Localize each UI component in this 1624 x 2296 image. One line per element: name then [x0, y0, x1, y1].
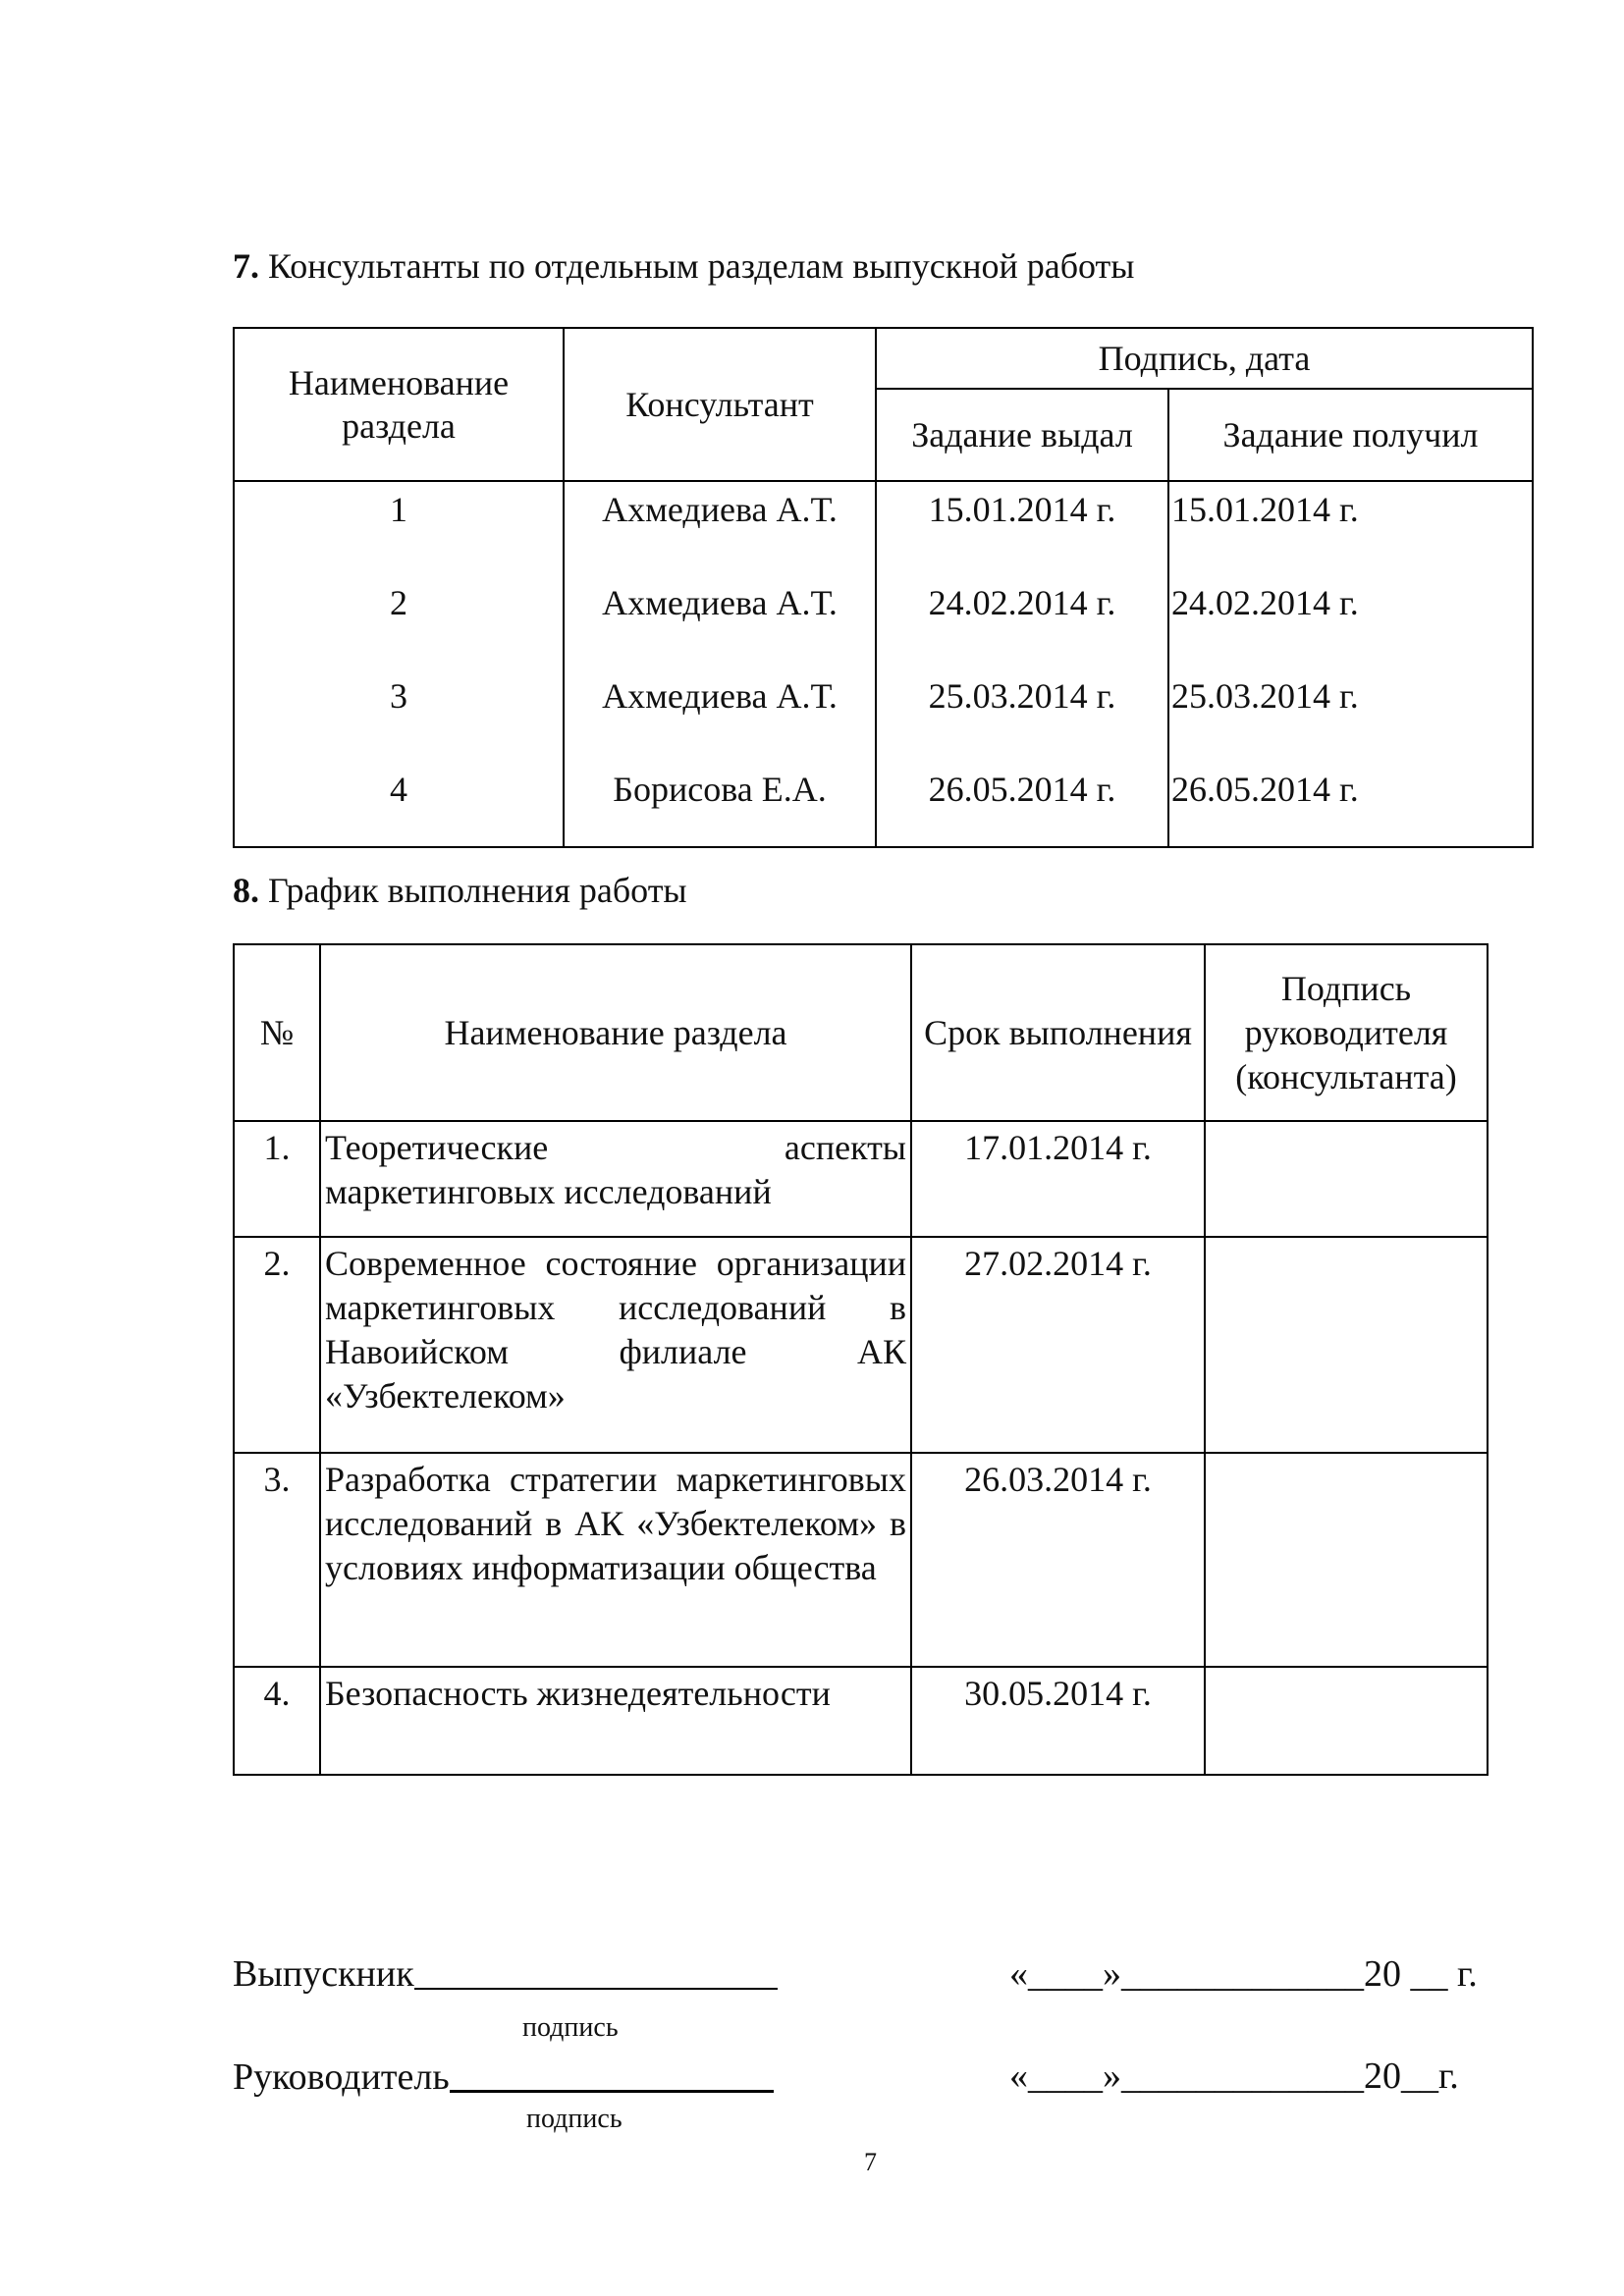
graduate-signature-line	[233, 1952, 778, 1996]
cell-consultant: Ахмедиева А.Т.	[564, 481, 876, 575]
cell-consultant: Борисова Е.А.	[564, 762, 876, 847]
cell-section-name: Современное состояние организации маркетинговых исследований в Навоийском филиале АК «Узбектелеком»	[320, 1237, 911, 1453]
col-header-signature-date: Подпись, дата	[876, 328, 1533, 389]
section7-title-text: Консультанты по отдельным разделам выпускной работы	[268, 246, 1135, 286]
section7-number: 7.	[233, 246, 259, 286]
supervisor-label: Руководитель	[233, 2056, 450, 2098]
section7-title	[233, 245, 1134, 287]
table-row	[234, 1667, 1488, 1775]
supervisor-signature-line	[233, 2055, 774, 2099]
cell-deadline: 27.02.2014 г.	[911, 1237, 1205, 1453]
cell-consultant: Ахмедиева А.Т.	[564, 575, 876, 668]
section8-number: 8.	[233, 871, 259, 910]
cell-issued: 26.05.2014 г.	[876, 762, 1168, 847]
cell-signature	[1205, 1453, 1488, 1667]
table-row	[234, 762, 1533, 847]
col-header-section-name: Наименование раздела	[320, 944, 911, 1121]
table-row	[234, 1453, 1488, 1667]
cell-consultant: Ахмедиева А.Т.	[564, 668, 876, 762]
graduate-signature-blank	[414, 1952, 778, 1990]
table-row	[234, 668, 1533, 762]
col-header-supervisor-signature: Подпись руководителя (консультанта)	[1205, 944, 1488, 1121]
cell-section: 3	[234, 668, 564, 762]
cell-signature	[1205, 1121, 1488, 1237]
cell-received: 24.02.2014 г.	[1168, 575, 1533, 668]
cell-section: 1	[234, 481, 564, 575]
supervisor-signature-blank	[450, 2055, 774, 2093]
page-number: 7	[864, 2148, 877, 2176]
cell-deadline: 30.05.2014 г.	[911, 1667, 1205, 1775]
schedule-table	[233, 943, 1489, 1776]
col-header-section: Наименование раздела	[234, 328, 564, 481]
cell-signature	[1205, 1667, 1488, 1775]
cell-issued: 25.03.2014 г.	[876, 668, 1168, 762]
cell-signature	[1205, 1237, 1488, 1453]
graduate-label: Выпускник	[233, 1953, 414, 1995]
cell-section-name: Безопасность жизнедеятельности	[320, 1667, 911, 1775]
col-header-consultant: Консультант	[564, 328, 876, 481]
supervisor-date: «____»_____________20__г.	[1009, 2056, 1459, 2097]
col-header-deadline: Срок выполнения	[911, 944, 1205, 1121]
cell-received: 15.01.2014 г.	[1168, 481, 1533, 575]
cell-issued: 15.01.2014 г.	[876, 481, 1168, 575]
table-row	[234, 575, 1533, 668]
cell-section: 4	[234, 762, 564, 847]
graduate-signature-caption: подпись	[522, 2012, 619, 2043]
schedule-header-row	[234, 944, 1488, 1121]
consultants-header-row	[234, 328, 1533, 389]
cell-deadline: 17.01.2014 г.	[911, 1121, 1205, 1237]
cell-section: 2	[234, 575, 564, 668]
cell-number: 4.	[234, 1667, 320, 1775]
cell-section-name: Разработка стратегии маркетинговых исследований в АК «Узбектелеком» в условиях информатизации общества	[320, 1453, 911, 1667]
cell-number: 2.	[234, 1237, 320, 1453]
graduate-date: «____»_____________20 __ г.	[1009, 1953, 1478, 1995]
col-header-received: Задание получил	[1168, 389, 1533, 481]
cell-received: 25.03.2014 г.	[1168, 668, 1533, 762]
col-header-issued: Задание выдал	[876, 389, 1168, 481]
consultants-table	[233, 327, 1534, 848]
section8-title-text: График выполнения работы	[268, 871, 687, 910]
section8-title	[233, 870, 687, 911]
col-header-number: №	[234, 944, 320, 1121]
cell-number: 1.	[234, 1121, 320, 1237]
table-row	[234, 1121, 1488, 1237]
cell-number: 3.	[234, 1453, 320, 1667]
cell-issued: 24.02.2014 г.	[876, 575, 1168, 668]
table-row	[234, 1237, 1488, 1453]
supervisor-signature-caption: подпись	[526, 2104, 623, 2134]
cell-section-name: Теоретические аспекты маркетинговых исследований	[320, 1121, 911, 1237]
table-row	[234, 481, 1533, 575]
cell-deadline: 26.03.2014 г.	[911, 1453, 1205, 1667]
cell-received: 26.05.2014 г.	[1168, 762, 1533, 847]
